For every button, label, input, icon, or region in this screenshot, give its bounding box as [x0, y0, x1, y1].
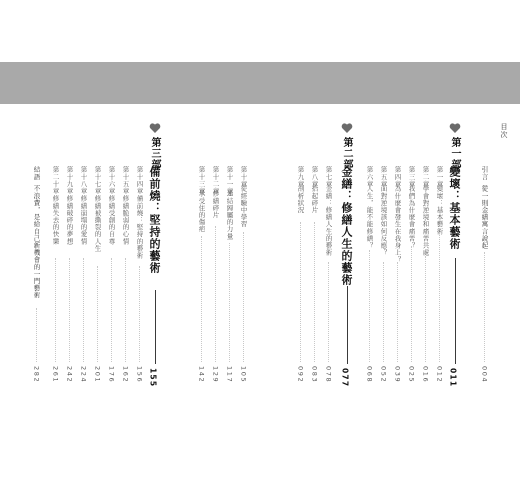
leader-dots	[300, 222, 301, 362]
page-number: 105	[239, 366, 248, 384]
chapter-title: 備前燒：堅持的藝術	[135, 195, 144, 259]
leader-dots	[383, 262, 384, 362]
leader-dots	[369, 250, 370, 362]
page-number: 201	[93, 366, 102, 384]
page-number: 242	[65, 366, 74, 384]
chapter-label: 第十八章	[79, 166, 88, 195]
leader-dots	[229, 243, 230, 362]
page-number: 083	[310, 366, 319, 384]
toc-entry-conclusion-title: 不浪費，是給自己新機會的一門藝術	[32, 185, 41, 299]
heart-icon	[149, 122, 161, 134]
chapter-title: 修繕被撕裂的人生	[93, 195, 102, 252]
toc-entry-preface-title: 從一則金繕寓言說起	[480, 185, 489, 249]
leader-dots	[69, 258, 70, 362]
page-number: 224	[79, 366, 88, 384]
chapter-title: 我們為什麼會痛苦？	[407, 185, 416, 249]
chapter-title: 面對逆境該如何反應？	[379, 185, 388, 256]
page-number: 012	[435, 366, 444, 384]
leader-dots	[439, 232, 440, 362]
page-number: 068	[365, 366, 374, 384]
leader-dots	[139, 266, 140, 362]
chapter-label: 第八章	[310, 166, 319, 188]
toc-entry-preface-label: 引言	[480, 166, 489, 181]
chapter-title: 剖析狀況	[296, 185, 305, 214]
chapter-title: 為什麼會發生在我身上？	[393, 185, 402, 264]
chapter-title: 拾起碎片	[310, 185, 319, 214]
chapter-label: 第十九章	[65, 166, 74, 195]
page-number: 282	[32, 366, 41, 384]
leader-dots	[36, 308, 37, 362]
leader-dots	[83, 258, 84, 362]
chapter-label: 第十四章	[135, 166, 144, 195]
heart-icon	[449, 122, 461, 134]
page-number: 155	[148, 368, 158, 388]
chapter-title: 修繕失去的快樂	[51, 195, 60, 245]
page-number: 156	[135, 366, 144, 384]
header-band	[0, 62, 520, 104]
page-number: 011	[448, 368, 458, 388]
chapter-label: 第十三章	[197, 166, 206, 195]
leader-dots	[411, 246, 412, 362]
leader-dots	[328, 262, 329, 362]
chapter-title: 學會對逆境和痛苦共處	[421, 185, 430, 256]
chapter-label: 第五章	[379, 166, 388, 188]
chapter-label: 第四章	[393, 166, 402, 188]
heading-rule	[347, 286, 348, 364]
leader-dots	[201, 236, 202, 362]
chapter-label: 第六章	[365, 166, 374, 188]
chapter-label: 第七章	[324, 166, 333, 188]
part-heading: 變壞：基本藝術	[448, 166, 461, 250]
chapter-label: 第二十章	[51, 166, 60, 195]
chapter-title: 人生，能不能修繕？	[365, 185, 374, 249]
page-number: 078	[324, 366, 333, 384]
leader-dots	[97, 266, 98, 362]
chapter-label: 第十七章	[93, 166, 102, 195]
chapter-label: 第二章	[421, 166, 430, 188]
chapter-label: 第十二章	[211, 166, 220, 195]
page-number: 016	[421, 366, 430, 384]
part-label: 第三部	[149, 137, 160, 170]
page-title: 目次	[500, 123, 508, 139]
heading-rule	[455, 258, 456, 364]
page-number: 039	[393, 366, 402, 384]
page-number: 092	[296, 366, 305, 384]
chapter-title: 連結歸屬的力量	[225, 190, 234, 240]
chapter-title: 修繕碎片	[211, 190, 220, 219]
part-label: 第一部	[449, 137, 460, 170]
leader-dots	[425, 256, 426, 362]
chapter-label: 第三章	[407, 166, 416, 188]
page-number: 025	[407, 366, 416, 384]
chapter-title: 金繕：修繕人生的藝術	[324, 185, 333, 256]
chapter-label: 第十五章	[121, 166, 130, 195]
chapter-title: 修繕破碎的夢想	[65, 195, 74, 245]
chapter-title: 修繕脆弱的心情	[121, 195, 130, 245]
part-heading: 金繕：修繕人生的藝術	[340, 166, 353, 286]
chapter-label: 第九章	[296, 166, 305, 188]
chapter-label: 第十六章	[107, 166, 116, 195]
chapter-title: 從經驗中學習	[239, 185, 248, 228]
leader-dots	[111, 258, 112, 362]
page-number: 052	[379, 366, 388, 384]
leader-dots	[314, 222, 315, 362]
page-number: 162	[121, 366, 130, 384]
chapter-title: 變壞：基本藝術	[435, 185, 444, 235]
chapter-title: 修繕受創的自尊	[107, 195, 116, 245]
heart-icon	[341, 122, 353, 134]
chapter-label: 第十章	[239, 166, 248, 188]
chapter-title: 承受住的傷疤	[197, 190, 206, 233]
leader-dots	[55, 258, 56, 362]
page-number: 117	[225, 366, 234, 384]
leader-dots	[397, 262, 398, 362]
leader-dots	[125, 258, 126, 362]
page-number: 129	[211, 366, 220, 384]
toc-entry-conclusion-label: 結語	[32, 166, 41, 181]
chapter-label: 第一章	[435, 166, 444, 188]
chapter-label: 第十一章	[225, 166, 234, 195]
page-number: 261	[51, 366, 60, 384]
page-number: 176	[107, 366, 116, 384]
chapter-title: 修繕崩塌的愛情	[79, 195, 88, 245]
leader-dots	[243, 232, 244, 362]
part-heading: 備前燒：堅持的藝術	[148, 166, 161, 274]
page-number: 142	[197, 366, 206, 384]
leader-dots	[484, 252, 485, 362]
page-number: 004	[480, 366, 489, 384]
leader-dots	[215, 226, 216, 362]
part-label: 第二部	[341, 137, 352, 170]
page-number: 077	[340, 368, 350, 388]
heading-rule	[155, 290, 156, 364]
